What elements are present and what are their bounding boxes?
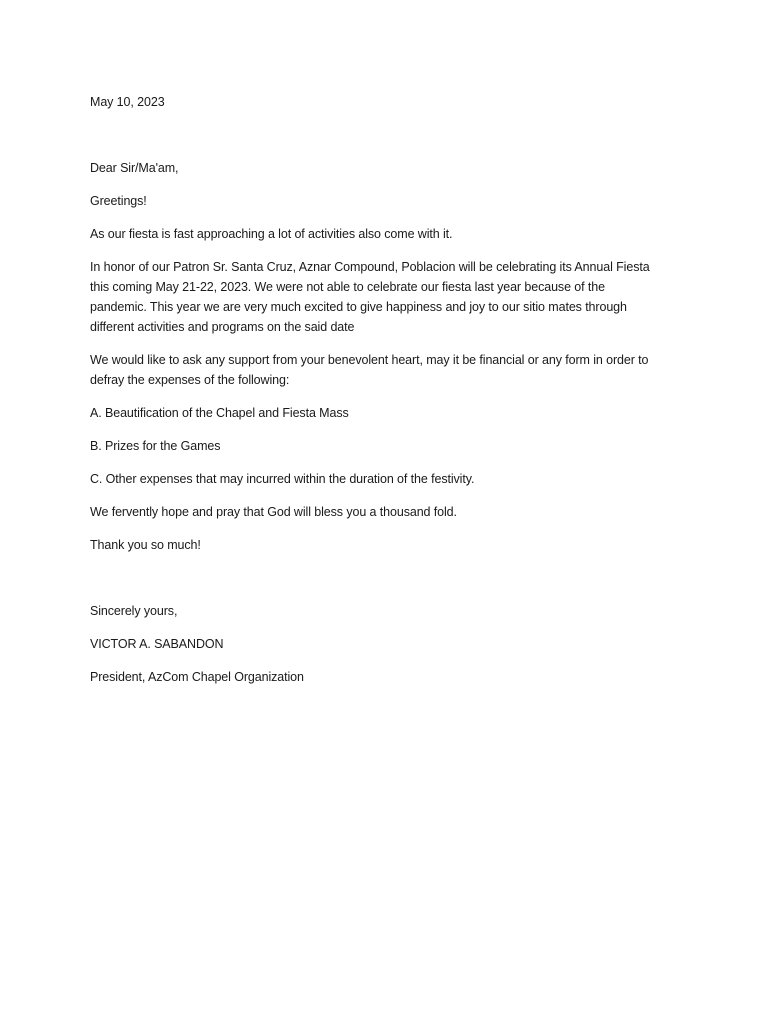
- request-paragraph-line: defray the expenses of the following:: [90, 373, 290, 387]
- body-paragraph-line: different activities and programs on the said date: [90, 320, 355, 334]
- letter-date: May 10, 2023: [90, 95, 165, 109]
- list-item-c: C. Other expenses that may incurred within the duration of the festivity.: [90, 472, 475, 486]
- blessing-line: We fervently hope and pray that God will bless you a thousand fold.: [90, 505, 457, 519]
- closing: Sincerely yours,: [90, 604, 178, 618]
- request-paragraph: [90, 350, 690, 390]
- body-paragraph-line: this coming May 21-22, 2023. We were not able to celebrate our fiesta last year because of the: [90, 280, 605, 294]
- salutation: Dear Sir/Ma'am,: [90, 161, 179, 175]
- greeting: Greetings!: [90, 194, 147, 208]
- thanks-line: Thank you so much!: [90, 538, 201, 552]
- signatory-name: VICTOR A. SABANDON: [90, 637, 224, 651]
- request-paragraph-line: We would like to ask any support from your benevolent heart, may it be financial or any form in order to: [90, 353, 649, 367]
- list-item-b: B. Prizes for the Games: [90, 439, 221, 453]
- body-paragraph-line: In honor of our Patron Sr. Santa Cruz, Aznar Compound, Poblacion will be celebrating its Annual Fiesta: [90, 260, 650, 274]
- intro-paragraph: As our fiesta is fast approaching a lot of activities also come with it.: [90, 227, 453, 241]
- list-item-a: A. Beautification of the Chapel and Fiesta Mass: [90, 406, 349, 420]
- body-paragraph-line: pandemic. This year we are very much excited to give happiness and joy to our sitio mates through: [90, 300, 627, 314]
- body-paragraph: [90, 257, 690, 337]
- signatory-title: President, AzCom Chapel Organization: [90, 670, 304, 684]
